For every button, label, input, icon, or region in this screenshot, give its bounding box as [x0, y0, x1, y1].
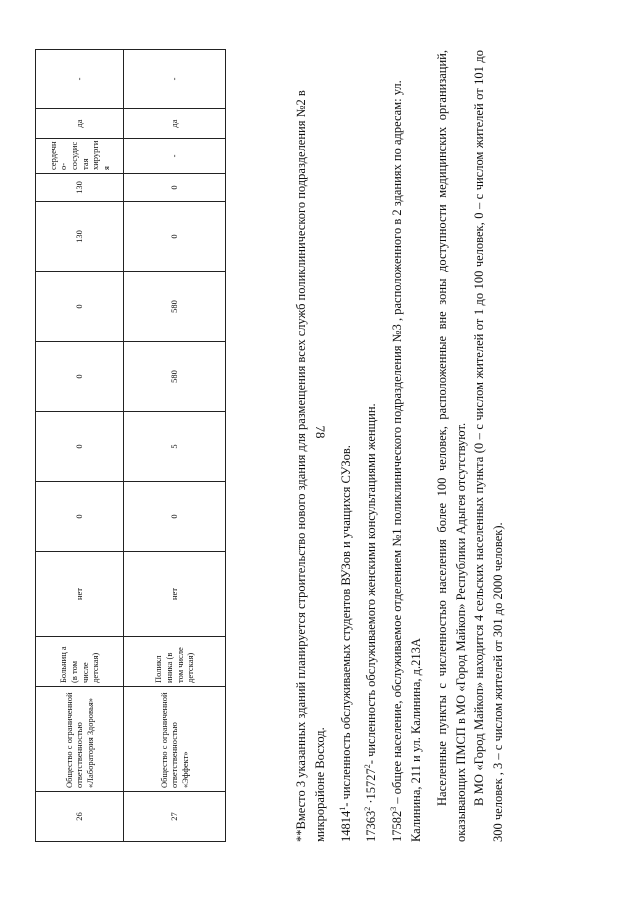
facility-type: Поликл иника (в том числе детская)	[124, 637, 226, 687]
note-students: 14814$^1$- численность обслуживаемых студентов ВУЗов и учащихся СУЗов.	[337, 445, 353, 842]
specialty-cell: сердечн о-сосудис тая хирурги я	[36, 139, 124, 174]
table-cell: 580	[124, 272, 226, 342]
rotated-page-content	[20, 32, 620, 872]
paragraph-rural: В МО «Город Майкоп» находится 4 сельских населенных пункта (0 – с числом жителей от 1 до 100 человек, 0 – с числом жителей от 101 до 300 человек , 3 – с числом жителей от 301 до 2000 человек).	[472, 50, 506, 842]
facility-type: Больниц а (в том числе детская)	[36, 637, 124, 687]
table-cell: 0	[36, 342, 124, 412]
organization-name: Общество с ограниченной ответственностью «Лаборатория Здоровья»	[36, 687, 124, 792]
table-row	[124, 50, 226, 842]
page-number: 78	[313, 425, 328, 439]
table-row	[36, 50, 124, 842]
table-cell: 0	[36, 272, 124, 342]
table-cell: нет	[36, 552, 124, 637]
table-cell: 130	[36, 202, 124, 272]
table-cell: да	[124, 109, 226, 139]
table-cell: 0	[124, 202, 226, 272]
specialty-cell: -	[124, 139, 226, 174]
note-women: $17363^2 \cdot 15727^2-$ численность обслуживаемого женскими консультациями женщин.	[363, 403, 379, 842]
table-cell: -	[124, 50, 226, 109]
table-cell: да	[36, 109, 124, 139]
paragraph-settlements: Населенные пункты с численностью населения более 100 человек, расположенные вне зоны доступности медицинских организаций, оказывающих ПМСП в МО «Город Майкоп» Республики Адыгея отсутствуют.	[434, 50, 468, 842]
table-cell: 0	[124, 174, 226, 202]
table-cell: 580	[124, 342, 226, 412]
table-cell: 0	[36, 412, 124, 482]
table-cell: -	[36, 50, 124, 109]
organization-name: Общество с ограниченной ответственностью «Эффект»	[124, 687, 226, 792]
note-rebuild: **Вместо 3 указанных зданий планируется строительство нового здания для размещения всех служб поликлинического подразделения №2 в микрорайоне Восход.	[294, 90, 327, 842]
table-cell: 130	[36, 174, 124, 202]
footnotes	[292, 50, 508, 842]
facilities-table	[35, 49, 226, 842]
row-number: 26	[36, 792, 124, 842]
note-population: 17582$^3$ – общее население, обслуживаемое отделением №1 поликлинического подразделения №3 , расположенного в 2 зданиях по адресам: ул. Калинина, 211 и ул. Калинина, д.213А	[389, 80, 424, 842]
table-cell: 5	[124, 412, 226, 482]
table-cell: 0	[124, 482, 226, 552]
table-cell: 0	[36, 482, 124, 552]
table-cell: нет	[124, 552, 226, 637]
row-number: 27	[124, 792, 226, 842]
